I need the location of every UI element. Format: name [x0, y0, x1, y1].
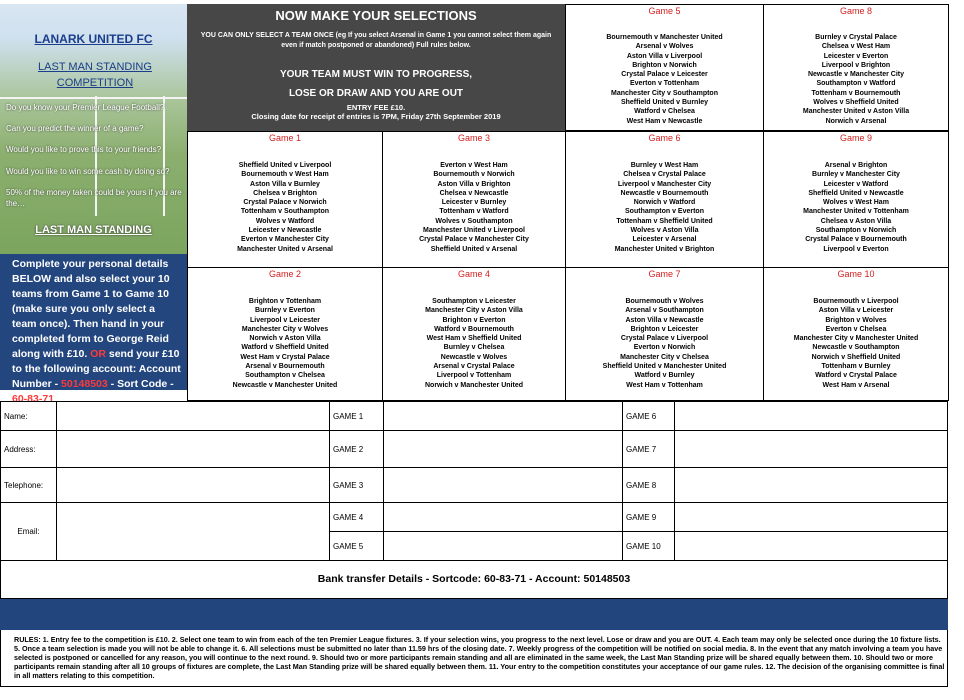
fixture: West Ham v Sheffield United [426, 335, 522, 343]
game-title: Game 1 [268, 133, 301, 143]
fixture: Burnley v Manchester City [812, 171, 900, 179]
fixture-list [188, 297, 382, 390]
fixture: Arsenal v Wolves [635, 43, 694, 51]
fixture: Chelsea v Newcastle [439, 189, 509, 197]
telephone-label: Telephone: [1, 468, 57, 503]
promo-question: Do you know your Premier League Football? [6, 103, 165, 112]
name-label: Name: [1, 402, 57, 431]
fixture: Sheffield United v Burnley [620, 99, 709, 107]
game-6-box [565, 131, 764, 268]
fixture: Leicester v Everton [823, 52, 889, 60]
fixture: Chelsea v Aston Villa [820, 217, 892, 225]
address-field[interactable] [57, 431, 330, 468]
fixture: Tottenham v Burnley [821, 363, 891, 371]
instructions-text: Complete your personal details BELOW and also select your 10 teams from Game 1 to Game 10 (make sure you only select a team once). Then hand in your completed form to George Reid along with £10. [12, 258, 170, 360]
game-label: GAME 6 [623, 402, 675, 431]
fixture: Sheffield United v Arsenal [430, 245, 518, 253]
fixture: Watford v Chelsea [634, 108, 695, 116]
fixture: West Ham v Crystal Palace [240, 353, 330, 361]
fixture: Southampton v Everton [625, 208, 704, 216]
sort-code: 60-83-71 [12, 393, 55, 405]
fixture: Manchester City v Chelsea [620, 353, 709, 361]
game-title: Game 9 [839, 133, 872, 143]
fixture: Aston Villa v Liverpool [626, 52, 703, 60]
fixture: Brighton v Everton [442, 316, 506, 324]
fixture-list [566, 297, 763, 390]
fixture: Manchester City v Southampton [611, 89, 718, 97]
fixture: Norwich v Manchester United [424, 381, 524, 389]
game-7-selection-field[interactable] [675, 431, 948, 468]
fixture: West Ham v Arsenal [822, 381, 890, 389]
fixture: Crystal Palace v Leicester [621, 71, 708, 79]
fixture: Chelsea v Brighton [253, 189, 317, 197]
fixture: Liverpool v Tottenham [436, 372, 512, 380]
game-6-selection-field[interactable] [675, 402, 948, 431]
fixture: Manchester City v Manchester United [793, 335, 919, 343]
fixture: Manchester United v Brighton [614, 245, 715, 253]
fixture: Sheffield United v Liverpool [238, 162, 332, 169]
game-title: Game 7 [648, 269, 681, 279]
game-label: GAME 4 [330, 503, 384, 532]
blue-divider-bar [0, 599, 948, 630]
game-5-box [565, 4, 764, 131]
fixture: Wolves v Aston Villa [630, 227, 699, 235]
instructions-text: send your £10 to the following account: Account Number - [12, 348, 181, 390]
name-field[interactable] [57, 402, 330, 431]
fixture: Leicester v Newcastle [248, 227, 322, 235]
fixture: Newcastle v Bournemouth [620, 189, 709, 197]
header-rule-note: YOU CAN ONLY SELECT A TEAM ONCE (eg If you select Arsenal in Game 1 you cannot select them again even if match postponed or abandoned) Full rules below. [200, 32, 552, 49]
fixture: Manchester City v Aston Villa [425, 307, 523, 315]
fixture: Bournemouth v Manchester United [606, 34, 723, 41]
rules-text: RULES: 1. Entry fee to the competition is £10. 2. Select one team to win from each of the ten Premier League fixtures. 3. If your selection wins, you progress to the next level. Lose or draw and you are OUT. 4. Each team may only be selected once during the 10 fixture lists. 5. Once a team selection is made you will not be able to change it. 6. All selections must be submitted no later than 11.59 hrs of the closing date. 7. Weekly progress of the competition will be notified on social media. 8. In the event that any match involving a team you have selected is postponed or cancelled for any reason, you will continue to the next round. 9. Should two or more participants remain standing and all are eliminated in the same week, the Last Man Standing prize will be shared equally between them. 10. Should two or more participants remain standing after all 10 groups of fixtures are complete, the Last Man Standing prize will be shared equally between them. 11. Your entry to the competition constitutes your acceptance of our game rules. 12. The decision of the organising committee is final in all matters relating to this competition. [0, 630, 948, 687]
closing-date: Closing date for receipt of entries is 7PM, Friday 27th September 2019 [251, 112, 501, 121]
game-title: Game 3 [457, 133, 490, 143]
email-field[interactable] [57, 503, 330, 561]
fixture: Aston Villa v Leicester [818, 307, 894, 315]
fixture: Tottenham v Bournemouth [811, 89, 901, 97]
fixture: Arsenal v Bournemouth [245, 363, 325, 371]
fixture: Crystal Palace v Manchester City [419, 236, 529, 244]
or-label: OR [90, 348, 106, 360]
fixture: Liverpool v Leicester [249, 316, 321, 324]
promo-question: Would you like to prove this to your friends? [6, 145, 162, 154]
game-1-box [187, 131, 383, 268]
game-2-selection-field[interactable] [384, 431, 623, 468]
fixture: West Ham v Newcastle [626, 117, 703, 125]
header-title: NOW MAKE YOUR SELECTIONS [275, 8, 477, 23]
game-label: GAME 3 [330, 468, 384, 503]
fixture: Watford v Crystal Palace [815, 372, 897, 380]
account-number: 50148503 [61, 378, 108, 390]
promo-question: Can you predict the winner of a game? [6, 124, 144, 133]
fixture: Leicester v Arsenal [632, 236, 697, 244]
game-4-box [382, 267, 566, 401]
fixture: Norwich v Watford [633, 199, 696, 207]
fixture: Newcastle v Southampton [812, 344, 900, 352]
game-8-selection-field[interactable] [675, 468, 948, 503]
game-7-box [565, 267, 764, 401]
fixture: Norwich v Sheffield United [811, 353, 901, 361]
fixture: Tottenham v Watford [439, 208, 509, 216]
game-4-selection-field[interactable] [384, 503, 623, 532]
game-3-selection-field[interactable] [384, 468, 623, 503]
fixture: Burnley v Chelsea [443, 344, 505, 352]
fixture-list [764, 33, 948, 126]
fixture: Tottenham v Southampton [240, 208, 330, 216]
promo-banner [0, 4, 187, 254]
entry-fee: ENTRY FEE £10. [346, 103, 406, 112]
fixture: Manchester City v Wolves [241, 325, 329, 333]
game-3-box [382, 131, 566, 268]
fixture: Burnley v Crystal Palace [815, 34, 897, 41]
fixture: Arsenal v Crystal Palace [433, 363, 515, 371]
fixture: Crystal Palace v Bournemouth [805, 236, 907, 244]
fixture: Wolves v West Ham [823, 199, 889, 207]
game-title: Game 8 [839, 6, 872, 16]
fixture: Leicester v Burnley [441, 199, 507, 207]
fixture: Everton v West Ham [440, 162, 508, 169]
fixture-list [188, 161, 382, 254]
fixture: Bournemouth v Liverpool [813, 298, 899, 305]
fixture-list [383, 297, 565, 390]
fixture: Everton v Tottenham [629, 80, 700, 88]
fixture: Liverpool v Brighton [821, 61, 891, 69]
fixture: Brighton v Leicester [630, 325, 699, 333]
fixture: Watford v Bournemouth [434, 325, 514, 333]
fixture: Tottenham v Sheffield United [616, 217, 713, 225]
game-2-box [187, 267, 383, 401]
fixture: West Ham v Tottenham [626, 381, 703, 389]
email-label: Email: [1, 503, 57, 561]
game-label: GAME 5 [330, 532, 384, 561]
address-label: Address: [1, 431, 57, 468]
club-name: LANARK UNITED FC [34, 32, 153, 46]
fixture: Southampton v Chelsea [245, 372, 325, 380]
fixture: Liverpool v Everton [823, 245, 889, 253]
game-label: GAME 9 [623, 503, 675, 532]
fixture: Manchester United v Liverpool [423, 227, 525, 235]
fixture: Crystal Palace v Liverpool [620, 335, 709, 343]
game-9-box [763, 131, 949, 268]
competition-title: LAST MAN STANDING COMPETITION [38, 61, 152, 89]
promo-bottom-title: LAST MAN STANDING [35, 224, 152, 236]
fixture: Wolves v Southampton [435, 217, 513, 225]
fixture-list [566, 33, 763, 126]
selections-header [187, 4, 565, 131]
game-title: Game 4 [457, 269, 490, 279]
fixture: Burnley v Everton [255, 307, 315, 315]
game-label: GAME 10 [623, 532, 675, 561]
fixture: Brighton v Wolves [825, 316, 887, 324]
game-10-selection-field[interactable] [675, 532, 948, 561]
fixture: Arsenal v Southampton [625, 307, 704, 315]
fixture: Chelsea v West Ham [821, 43, 891, 51]
promo-question: Would you like to win some cash by doing so? [6, 167, 170, 176]
fixture-list [764, 297, 948, 390]
instructions-box [0, 254, 187, 405]
fixture: Aston Villa v Brighton [437, 180, 511, 188]
fixture: Bournemouth v West Ham [241, 171, 329, 179]
telephone-field[interactable] [57, 468, 330, 503]
fixture: Aston Villa v Burnley [250, 180, 320, 188]
fixture: Everton v Norwich [633, 344, 696, 352]
header-lose-line: LOSE OR DRAW AND YOU ARE OUT [288, 88, 464, 99]
fixture: Wolves v Sheffield United [813, 99, 899, 107]
fixture: Everton v Chelsea [825, 325, 887, 333]
fixture: Watford v Burnley [634, 372, 695, 380]
game-label: GAME 1 [330, 402, 384, 431]
fixture: Liverpool v Manchester City [617, 180, 712, 188]
header-win-line: YOUR TEAM MUST WIN TO PROGRESS, [279, 69, 473, 80]
game-title: Game 6 [648, 133, 681, 143]
fixture: Sheffield United v Manchester United [602, 363, 727, 371]
fixture-list [566, 161, 763, 254]
game-5-selection-field[interactable] [384, 532, 623, 561]
game-label: GAME 7 [623, 431, 675, 468]
promo-question: 50% of the money taken could be yours if you are the… [6, 188, 182, 208]
fixture-list [383, 161, 565, 254]
fixture: Crystal Palace v Norwich [243, 199, 327, 207]
fixture-list [764, 161, 948, 254]
fixture: Everton v Manchester City [241, 236, 329, 244]
game-10-box [763, 267, 949, 401]
game-1-selection-field[interactable] [384, 402, 623, 431]
game-9-selection-field[interactable] [675, 503, 948, 532]
fixture: Wolves v Watford [255, 217, 315, 225]
fixture: Leicester v Watford [823, 180, 889, 188]
game-title: Game 10 [837, 269, 875, 279]
fixture: Southampton v Watford [816, 80, 896, 88]
fixture: Norwich v Aston Villa [249, 335, 321, 343]
fixture: Chelsea v Crystal Palace [623, 171, 706, 179]
game-8-box [763, 4, 949, 131]
fixture: Manchester United v Aston Villa [802, 108, 910, 116]
fixture: Newcastle v Wolves [440, 353, 508, 361]
game-label: GAME 2 [330, 431, 384, 468]
fixture: Sheffield United v Newcastle [808, 189, 904, 197]
fixture: Aston Villa v Newcastle [625, 316, 704, 324]
fixture: Watford v Sheffield United [241, 344, 329, 352]
fixture: Bournemouth v Wolves [625, 298, 704, 305]
game-title: Game 2 [268, 269, 301, 279]
fixture: Bournemouth v Norwich [433, 171, 515, 179]
fixture: Arsenal v Brighton [824, 162, 888, 169]
fixture: Southampton v Leicester [432, 298, 516, 305]
fixture: Newcastle v Manchester City [807, 71, 905, 79]
fixture: Manchester United v Tottenham [803, 208, 909, 216]
entry-form [0, 401, 948, 561]
fixture: Manchester United v Arsenal [237, 245, 333, 253]
fixture: Burnley v West Ham [630, 162, 699, 169]
bank-details: Bank transfer Details - Sortcode: 60-83-71 - Account: 50148503 [0, 561, 948, 599]
game-label: GAME 8 [623, 468, 675, 503]
fixture: Norwich v Arsenal [825, 117, 887, 125]
game-title: Game 5 [648, 6, 681, 16]
fixture: Southampton v Norwich [815, 227, 897, 235]
fixture: Brighton v Tottenham [248, 298, 322, 305]
instructions-text: - Sort Code - [107, 378, 174, 390]
fixture: Brighton v Norwich [632, 61, 697, 69]
fixture: Newcastle v Manchester United [232, 381, 338, 389]
